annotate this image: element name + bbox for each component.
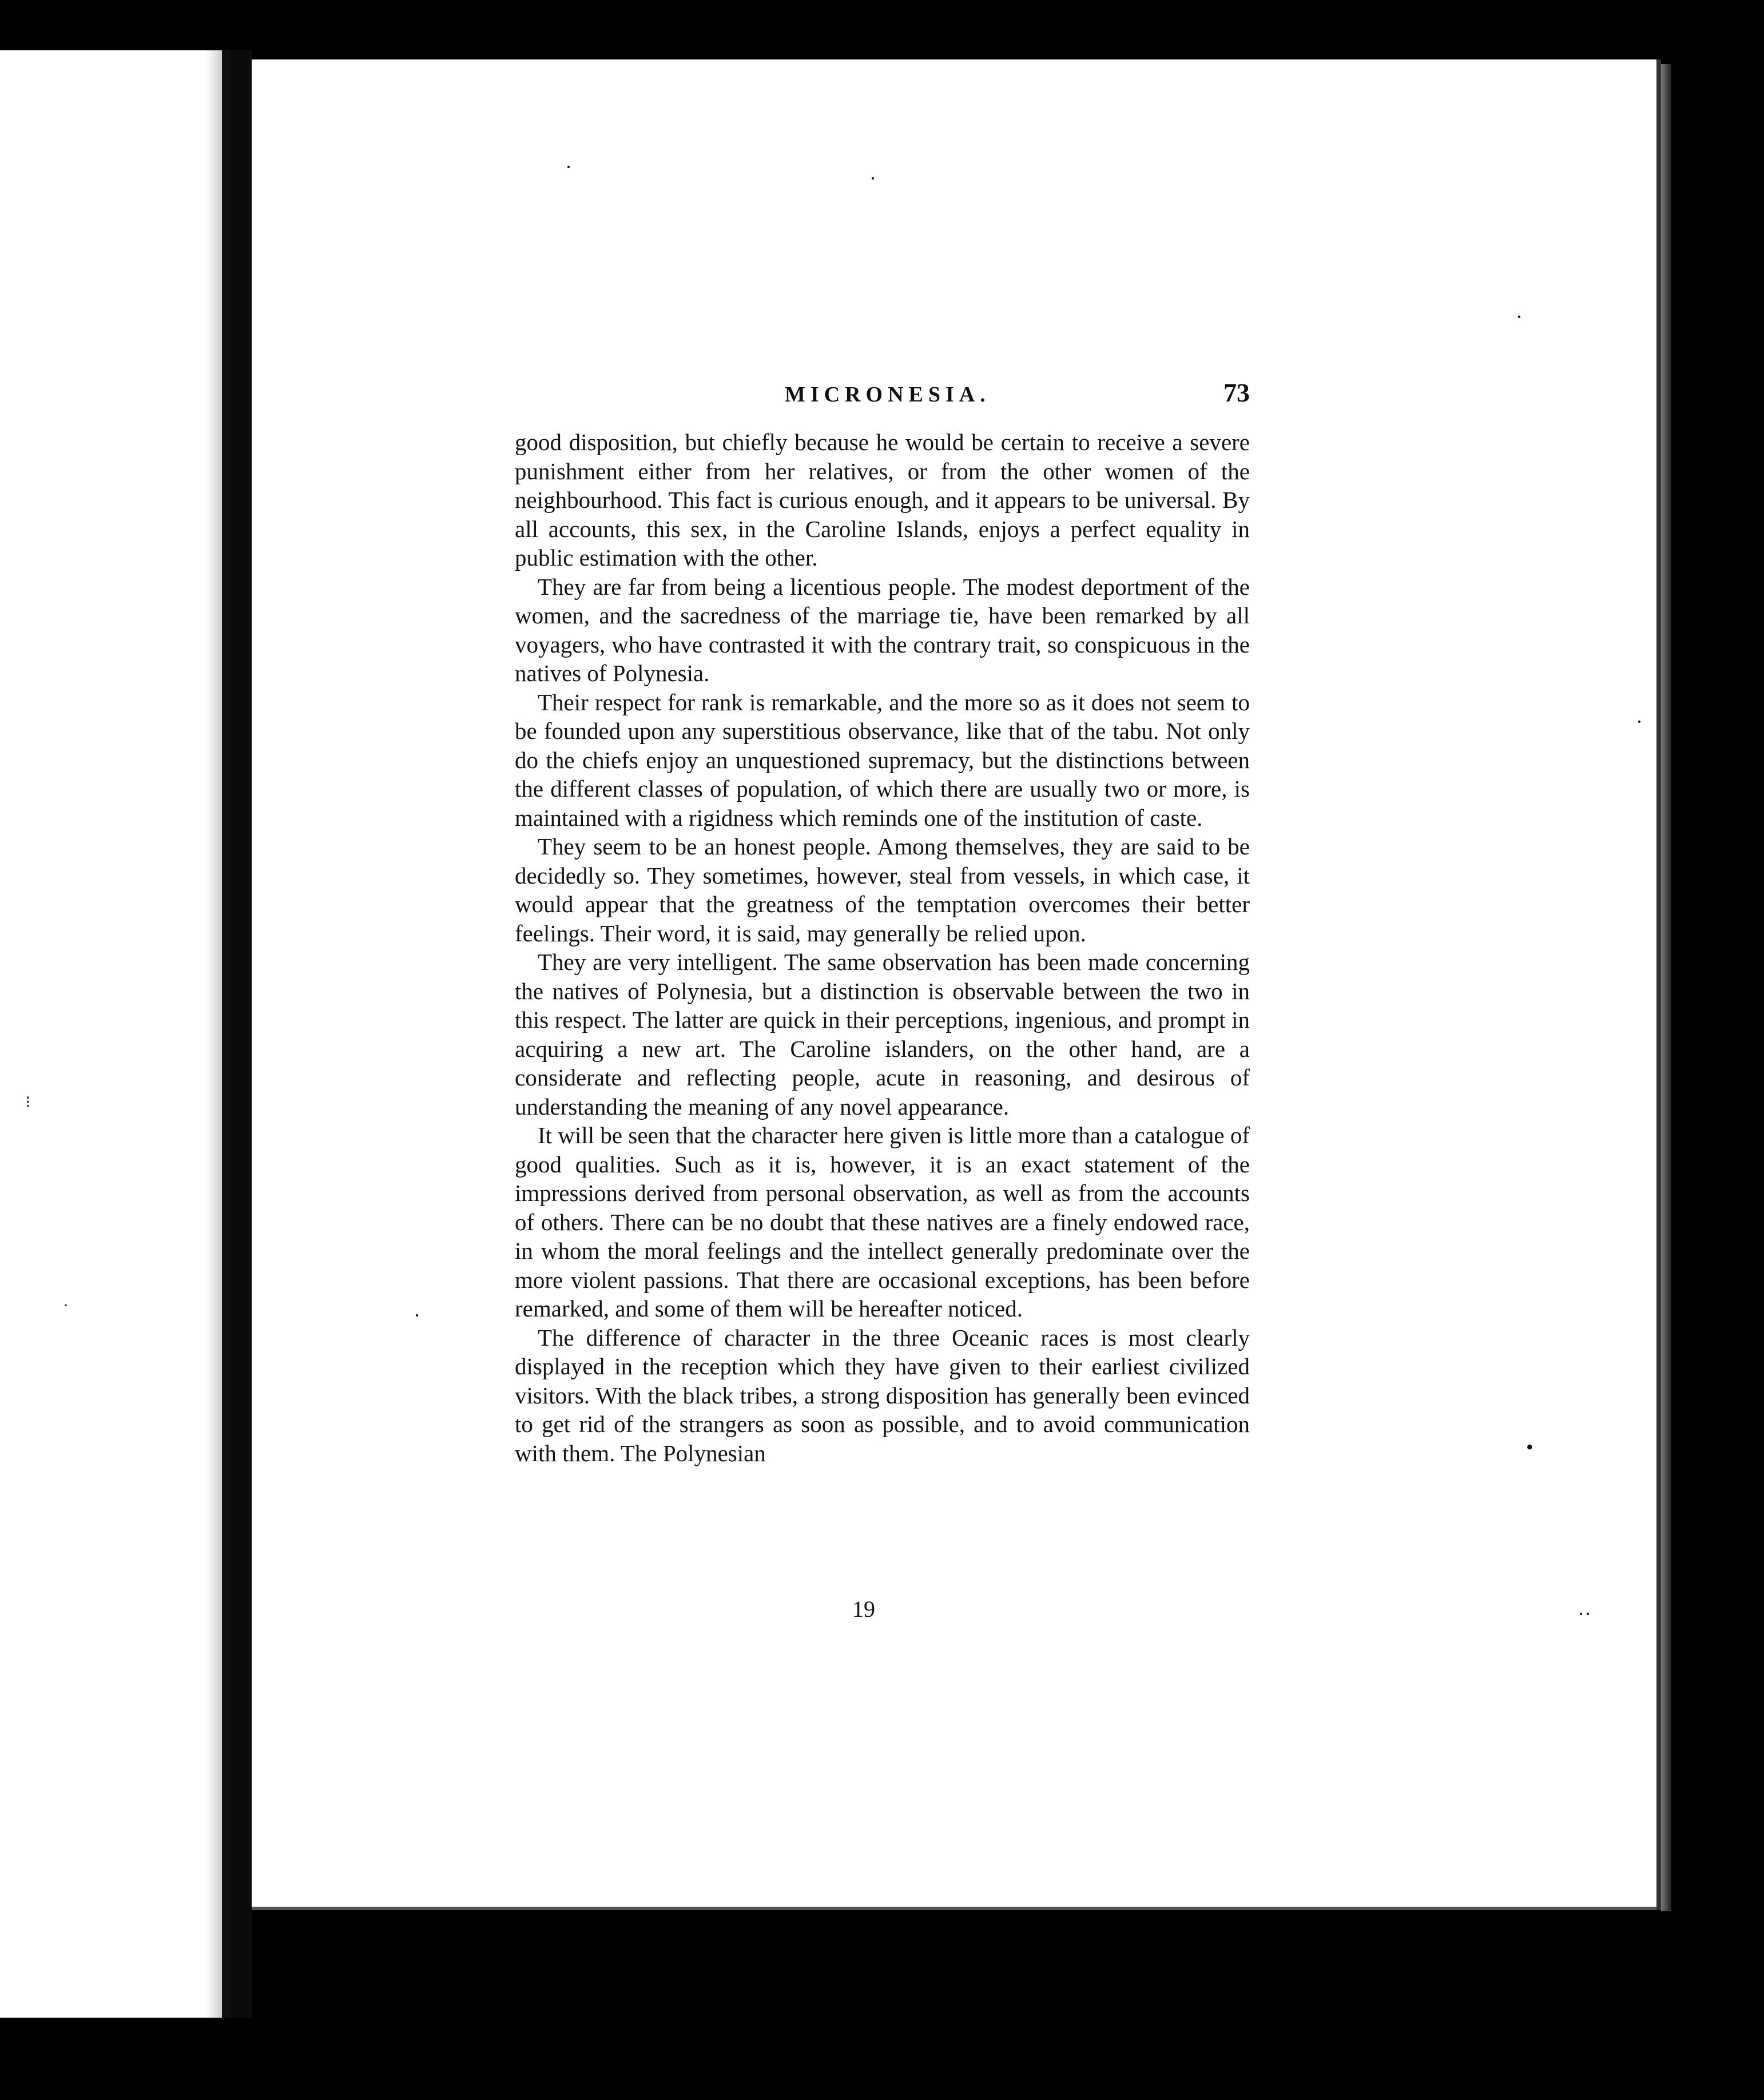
ink-speck: · — [1516, 305, 1523, 328]
signature-mark: 19 — [852, 1596, 875, 1622]
running-title: MICRONESIA. — [785, 383, 991, 407]
ink-speck: · — [414, 1304, 420, 1327]
running-head — [772, 377, 1250, 412]
page-edge-shadow — [1661, 64, 1671, 1911]
ink-speck: · — [1636, 710, 1643, 733]
ink-speck: · — [869, 167, 876, 190]
ink-speck: · — [565, 156, 572, 178]
ink-speck: ⁝ — [25, 1093, 31, 1112]
paragraph: They are far from being a licentious people. The modest deportment of the women, and the sacredness of the marriage tie, have been remarked by all voyagers, who have contrasted it with the contrary trait, so conspicuous in the natives of Polynesia. — [515, 573, 1250, 686]
book-gutter — [230, 50, 252, 2018]
page-fold-shadow — [206, 50, 222, 2018]
paragraph: They seem to be an honest people. Among themselves, they are said to be decidedly so. They sometimes, however, steal from vessels, in which case, it would appear that the greatness of the temptation overcomes their better feelings. Their word, it is said, may generally be relied upon. — [515, 833, 1250, 946]
page-number: 73 — [1223, 378, 1250, 407]
paragraph: It will be seen that the character here given is little more than a catalogue of good qualities. Such as it is, however, it is an exact statement of the impressions derived from personal observation, as well as from the accounts of others. There can be no doubt that these natives are a finely endowed race, in whom the moral feelings and the intellect generally predominate over the more violent passions. That there are occasional exceptions, has been before remarked, and some of them will be hereafter noticed. — [515, 1122, 1250, 1322]
paragraph: Their respect for rank is remarkable, and the more so as it does not seem to be founded upon any superstitious observance, like that of the tabu. Not only do the chiefs enjoy an unquestioned supremacy, but the distinctions between the different classes of population, of which there are usually two or more, is maintained with a rigidness which reminds one of the institution of caste. — [515, 689, 1250, 831]
facing-page — [0, 50, 230, 2018]
ink-speck: · — [63, 1296, 69, 1315]
paragraph: good disposition, but chiefly because he would be certain to receive a severe punishment either from her relatives, or from the other women of the neighbourhood. This fact is curious enough, and it appears to be universal. By all accounts, this sex, in the Caroline Islands, enjoys a perfect equality in public estimation with the other. — [515, 429, 1250, 571]
paragraph: The difference of character in the three Oceanic races is most clearly displayed in the reception which they have given to their earliest civilized visitors. With the black tribes, a strong disposition has generally been evinced to get rid of the strangers as soon as possible, and to avoid communication with them. The Polynesian — [515, 1324, 1250, 1466]
ink-speck: • — [1526, 1435, 1533, 1458]
paragraph: They are very intelligent. The same observation has been made concerning the natives of Polynesia, but a distinction is observable between the two in this respect. The latter are quick in their perceptions, ingenious, and prompt in acquiring a new art. The Caroline islanders, on the other hand, are a considerate and reflecting people, acute in reasoning, and desirous of understanding the meaning of any novel appearance. — [515, 949, 1250, 1120]
body-text — [515, 428, 1250, 1467]
ink-speck: ·· — [1578, 1602, 1591, 1625]
